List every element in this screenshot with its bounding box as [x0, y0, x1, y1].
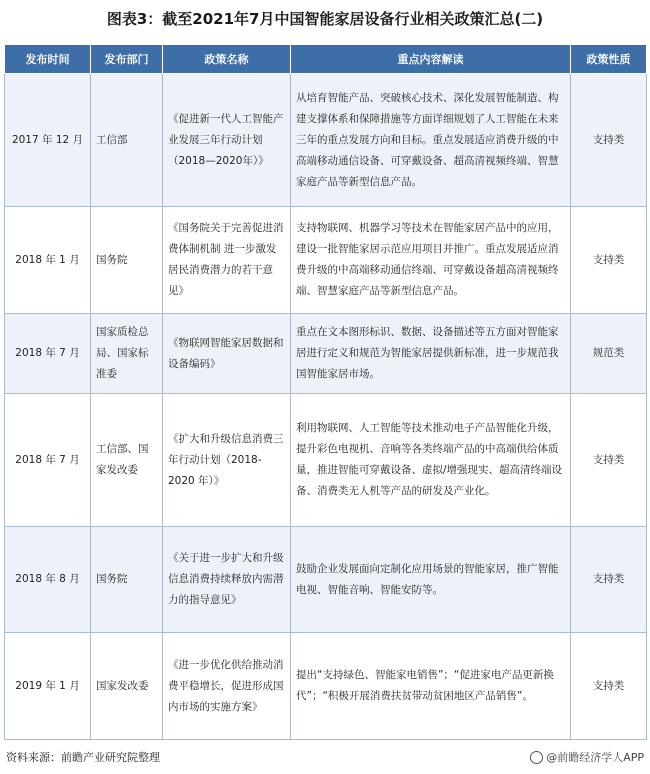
table-row — [5, 633, 647, 740]
cell-date: 2017 年 12 月 — [5, 74, 91, 207]
cell-date: 2018 年 8 月 — [5, 527, 91, 633]
cell-content: 从培育智能产品、突破核心技术、深化发展智能制造、构建支撑体系和保障措施等方面详细规划了人工智能在未来三年的重点发展方向和目标。重点发展适应消费升级的中高端移动通信设备、可穿戴设备、超高清视频终端、智慧家庭产品等新型信息产品。 — [291, 74, 571, 207]
header-dept: 发布部门 — [91, 45, 163, 74]
cell-nature: 支持类 — [571, 527, 647, 633]
cell-dept: 工信部、国家发改委 — [91, 394, 163, 527]
header-content: 重点内容解读 — [291, 45, 571, 74]
header-date: 发布时间 — [5, 45, 91, 74]
cell-nature: 规范类 — [571, 314, 647, 394]
page-title: 图表3：截至2021年7月中国智能家居设备行业相关政策汇总(二) — [106, 10, 544, 28]
policy-table — [4, 44, 647, 740]
header-name: 政策名称 — [163, 45, 291, 74]
table-row — [5, 314, 647, 394]
cell-content: 鼓励企业发展面向定制化应用场景的智能家居，推广智能电视、智能音响、智能安防等。 — [291, 527, 571, 633]
brand-credit — [530, 744, 644, 772]
cell-content: 利用物联网、人工智能等技术推动电子产品智能化升级，提升彩色电视机、音响等各类终端产品的中高端供给体质量，推进智能可穿戴设备、虚拟/增强现实、超高清终端设备、消费类无人机等产品的研发及产业化。 — [291, 394, 571, 527]
cell-policy-name: 《国务院关于完善促进消费体制机制 进一步激发居民消费潜力的若干意见》 — [163, 207, 291, 314]
cell-date: 2018 年 1 月 — [5, 207, 91, 314]
cell-dept: 国家发改委 — [91, 633, 163, 740]
table-row — [5, 394, 647, 527]
cell-dept: 工信部 — [91, 74, 163, 207]
cell-policy-name: 《促进新一代人工智能产业发展三年行动计划（2018—2020年）》 — [163, 74, 291, 207]
cell-nature: 支持类 — [571, 633, 647, 740]
cell-content: 提出“支持绿色、智能家电销售”；“促进家电产品更新换代”；“积极开展消费扶贫带动贫困地区产品销售”。 — [291, 633, 571, 740]
table-row — [5, 527, 647, 633]
header-nature: 政策性质 — [571, 45, 647, 74]
cell-content: 支持物联网、机器学习等技术在智能家居产品中的应用，建设一批智能家居示范应用项目并推广。重点发展适应消费升级的中高端移动通信终端、可穿戴设备超高清视频终端、智慧家庭产品等新型信息产品。 — [291, 207, 571, 314]
cell-content: 重点在文本图形标识、数据、设备描述等五方面对智能家居进行定义和规范为智能家居提供新标准，进一步规范我国智能家居市场。 — [291, 314, 571, 394]
cell-policy-name: 《扩大和升级信息消费三年行动计划（2018-2020 年）》 — [163, 394, 291, 527]
qianzhan-logo-icon — [530, 751, 543, 764]
cell-dept: 国务院 — [91, 207, 163, 314]
cell-policy-name: 《物联网智能家居数据和设备编码》 — [163, 314, 291, 394]
source-note: 资料来源：前瞻产业研究院整理 — [6, 751, 160, 764]
brand-text: @前瞻经济学人APP — [546, 751, 644, 764]
cell-dept: 国务院 — [91, 527, 163, 633]
cell-dept: 国家质检总局、国家标准委 — [91, 314, 163, 394]
cell-date: 2018 年 7 月 — [5, 314, 91, 394]
table-header-row — [5, 45, 647, 74]
cell-nature: 支持类 — [571, 394, 647, 527]
cell-date: 2018 年 7 月 — [5, 394, 91, 527]
cell-date: 2019 年 1 月 — [5, 633, 91, 740]
cell-policy-name: 《关于进一步扩大和升级信息消费持续释放内需潜力的指导意见》 — [163, 527, 291, 633]
cell-nature: 支持类 — [571, 207, 647, 314]
cell-policy-name: 《进一步优化供给推动消费平稳增长，促进形成国内市场的实施方案》 — [163, 633, 291, 740]
table-row — [5, 74, 647, 207]
cell-nature: 支持类 — [571, 74, 647, 207]
footer — [0, 744, 650, 772]
table-row — [5, 207, 647, 314]
